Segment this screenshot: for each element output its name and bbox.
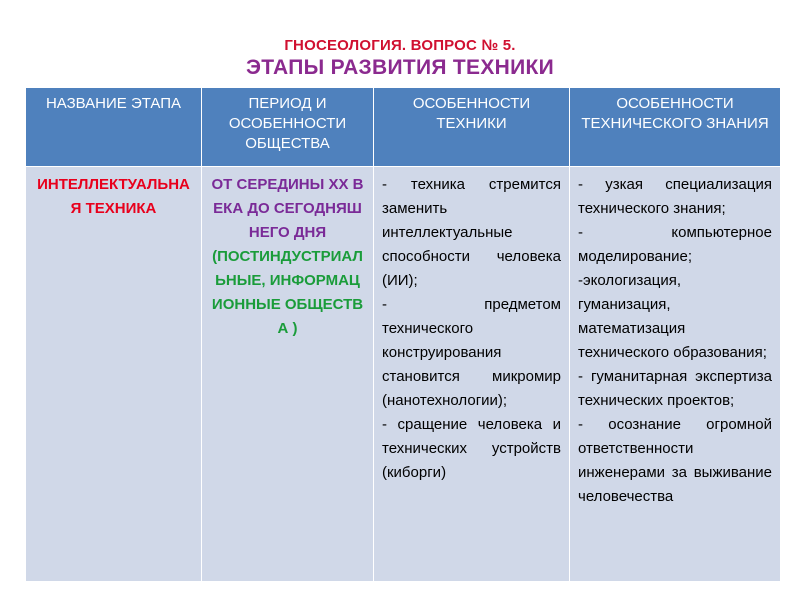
tech-feature-item: - сращение человека и технических устройств (киборги) [382,416,561,481]
page-subtitle: ГНОСЕОЛОГИЯ. ВОПРОС № 5. [284,37,516,54]
knowledge-feature-item: - узкая специализация технического знания; [578,176,772,217]
page-title: ЭТАПЫ РАЗВИТИЯ ТЕХНИКИ [245,56,555,79]
knowledge-feature-item: - компьютерное моделирование; [578,224,772,265]
period-cell [202,167,374,582]
tech-feature-item: - техника стремится заменить интеллектуальные способности человека (ИИ); [382,176,561,289]
knowledge-features-cell [570,167,781,582]
tech-features-cell [374,167,570,582]
table-row [26,167,781,582]
knowledge-feature-item: - гуманитарная экспертиза технических проектов; [578,368,772,409]
title-block [0,36,800,80]
period-main: ОТ СЕРЕДИНЫ XX ВЕКА ДО СЕГОДНЯШНЕГО ДНЯ [211,176,364,241]
period-society-type: (ПОСТИНДУСТРИАЛЬНЫЕ, ИНФОРМАЦИОННЫЕ ОБЩЕСТВА ) [211,248,364,337]
table-header-row [26,88,781,167]
stage-name-cell: ИНТЕЛЛЕКТУАЛЬНАЯ ТЕХНИКА [26,167,202,582]
stages-table [25,87,781,582]
column-header-tech-features: ОСОБЕННОСТИ ТЕХНИКИ [374,88,570,167]
tech-feature-item: - предметом технического конструирования становится микромир (нанотехнологии); [382,296,561,409]
column-header-period: ПЕРИОД И ОСОБЕННОСТИ ОБЩЕСТВА [202,88,374,167]
column-header-knowledge-features: ОСОБЕННОСТИ ТЕХНИЧЕСКОГО ЗНАНИЯ [570,88,781,167]
column-header-stage-name: НАЗВАНИЕ ЭТАПА [26,88,202,167]
knowledge-feature-item: -экологизация, гуманизация, математизация технического образования; [578,272,767,361]
knowledge-feature-item: - осознание огромной ответственности инженерами за выживание человечества [578,416,772,505]
